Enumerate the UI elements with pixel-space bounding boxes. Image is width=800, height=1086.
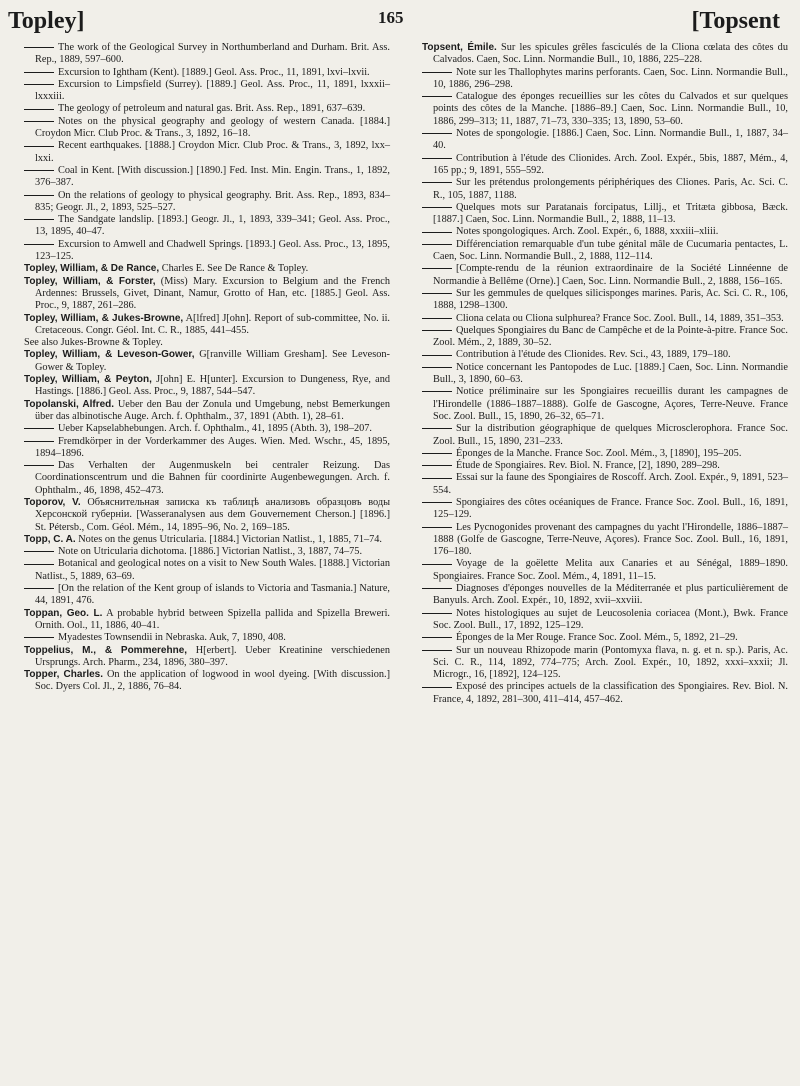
bibliography-entry: [422, 558, 788, 583]
bibliography-entry: [24, 399, 390, 424]
bibliography-entry: [422, 263, 788, 288]
entry-text: The work of the Geological Survey in Northumberland and Durham. Brit. Ass. Rep., 1889, 597–600.: [35, 42, 390, 66]
right-column: [422, 42, 788, 706]
entry-text: Différenciation remarquable d'un tube génital mâle de Cucumaria pentactes, L. Caen, Soc. Linn. Normandie Bull., 2, 1888, 112–114.: [433, 238, 788, 263]
entry-text: Excursion to Limpsfield (Surrey). [1889.] Geol. Ass. Proc., 11, 1891, lxxxii–lxxxiii.: [35, 78, 390, 103]
entry-author: Topley, William, & Leveson-Gower,: [24, 349, 195, 361]
entry-text: Notice concernant les Pantopodes de Luc. [1889.] Caen, Soc. Linn. Normandie Bull., 3, 1890, 60–63.: [433, 361, 788, 386]
ditto-rule: [24, 72, 54, 73]
entry-text: A probable hybrid between Spizella pallida and Spizella Breweri. Ornith. Ool., 11, 1886, 40–41.: [35, 607, 391, 631]
entry-text: Note sur les Thallophytes marins perforants. Caen, Soc. Linn. Normandie Bull., 10, 1886, 296–298.: [433, 66, 788, 90]
ditto-rule: [422, 391, 452, 392]
bibliography-entry: [24, 423, 390, 435]
entry-text: Charles E. See De Rance & Topley.: [161, 263, 309, 275]
entry-text: Sur les gemmules de quelques silicisponges marines. Paris, Ac. Sci. C. R., 106, 1888, 1298–1300.: [433, 287, 788, 312]
entry-text: [Compte-rendu de la réunion extraordinaire de la Société Linnéenne de Normandie à Bellême (Orne).] Caen, Soc. Linn. Normandie Bull., 2, 1888, 156–165.: [433, 263, 788, 287]
bibliography-entry: [422, 91, 788, 128]
ditto-rule: [24, 121, 54, 122]
ditto-rule: [24, 84, 54, 85]
entry-text: A[lfred] J[ohn]. Report of sub-committee, No. ii. Cretaceous. Congr. Géol. Int. C. R., 1885, 441–455.: [35, 312, 391, 336]
bibliography-entry: [422, 177, 788, 202]
entry-text: Étude de Spongiaires. Rev. Biol. N. France, [2], 1890, 289–298.: [456, 460, 720, 472]
ditto-rule: [422, 637, 452, 638]
bibliography-entry: [422, 42, 788, 67]
entry-text: J[ohn] E. H[unter]. Excursion to Dungeness, Rye, and Hastings. [1886.] Geol. Ass. Proc., 9, 1887, 544–547.: [35, 374, 391, 398]
entry-text: Excursion to Amwell and Chadwell Springs. [1893.] Geol. Ass. Proc., 13, 1895, 123–125.: [35, 238, 390, 263]
entry-text: Essai sur la faune des Spongiaires de Roscoff. Arch. Zool. Expér., 9, 1891, 523–554.: [433, 472, 788, 496]
bibliography-entry: [24, 190, 390, 215]
entry-author: Toporov, V.: [24, 496, 81, 508]
bibliography-entry: [24, 669, 390, 694]
entry-text: See also Jukes-Browne & Topley.: [24, 337, 163, 349]
entry-text: Diagnoses d'éponges nouvelles de la Méditerranée et plus particulièrement de Banyuls. Arch. Zool. Expér., 10, 1892, xvii–xxviii.: [433, 583, 788, 607]
ditto-rule: [422, 207, 452, 208]
ditto-rule: [422, 268, 452, 269]
bibliography-entry: [24, 497, 390, 534]
bibliography-entry: [422, 226, 788, 238]
bibliography-entry: [422, 681, 788, 706]
bibliography-entry: [422, 288, 788, 313]
entry-text: Spongiaires des côtes océaniques de France. France Soc. Zool. Bull., 16, 1891, 125–129.: [433, 496, 788, 521]
bibliography-entry: [422, 460, 788, 472]
ditto-rule: [422, 330, 452, 331]
bibliography-entry: [24, 165, 390, 190]
ditto-rule: [422, 72, 452, 73]
ditto-rule: [24, 441, 54, 442]
bibliography-entry: [422, 632, 788, 644]
bibliography-entry: [24, 608, 390, 633]
entry-text: Éponges de la Mer Rouge. France Soc. Zool. Mém., 5, 1892, 21–29.: [456, 632, 738, 644]
ditto-rule: [24, 47, 54, 48]
bibliography-entry: [422, 239, 788, 264]
ditto-rule: [422, 158, 452, 159]
ditto-rule: [24, 170, 54, 171]
bibliography-entry: [422, 472, 788, 497]
bibliography-entry: [422, 325, 788, 350]
bibliography-entry: [422, 128, 788, 153]
entry-text: Das Verhalten der Augenmuskeln bei centraler Reizung. Das Coordinationscentrum und die Bahnen für coordinirte Augenbewegungen. Arch. f. Ophthalm., 46, 1898, 452–473.: [35, 460, 390, 496]
ditto-rule: [422, 453, 452, 454]
entry-text: The Sandgate landslip. [1893.] Geogr. Jl., 1, 1893, 339–341; Geol. Ass. Proc., 13, 1895, 40–47.: [35, 214, 390, 238]
entry-text: Notice préliminaire sur les Spongiaires recueillis durant les campagnes de l'Hirondelle (1886–1887–1888). Golfe de Gascogne, Açores, Terre-Neuve. France Soc. Zool. Bull., 15, 1890, 26–32, 65–71.: [433, 386, 788, 422]
bibliography-entry: [24, 67, 390, 79]
entry-text: On the application of logwood in wool dyeing. [With discussion.] Soc. Dyers Col. Jl., 2, 1886, 76–84.: [35, 669, 390, 693]
bibliography-entry: [24, 583, 390, 608]
ditto-rule: [24, 146, 54, 147]
ditto-rule: [422, 367, 452, 368]
entry-text: On the relations of geology to physical geography. Brit. Ass. Rep., 1893, 834–835; Geogr. Jl., 2, 1893, 525–527.: [35, 189, 390, 213]
entry-author: Topley, William, & Jukes-Browne,: [24, 312, 184, 324]
entry-author: Toppan, Geo. L.: [24, 607, 103, 619]
bibliography-entry: [422, 313, 788, 325]
entry-text: Exposé des principes actuels de la classification des Spongiaires. Rev. Biol. N. France, 4, 1892, 281–300, 411–414, 457–462.: [433, 681, 788, 705]
entry-author: Topley, William, & De Rance,: [24, 263, 160, 275]
entry-text: (Miss) Mary. Excursion to Belgium and the French Ardennes: Brussels, Givet, Dinant, Namur, Grotto of Han, etc. [1885.] Geol. Ass. Proc., 9, 1887, 261–286.: [35, 275, 391, 312]
entry-text: H[erbert]. Ueber Kreatinine verschiedenen Ursprungs. Arch. Pharm., 234, 1896, 380–397.: [35, 644, 391, 668]
entry-text: Quelques mots sur Paratanais forcipatus, Lillj., et Tritæta gibbosa, Bæck. [1887.] Caen, Soc. Linn. Normandie Bull., 2, 1888, 11–13.: [433, 201, 788, 226]
entry-text: G[ranville William Gresham]. See Leveson-Gower & Topley.: [35, 349, 390, 373]
ditto-rule: [422, 650, 452, 651]
bibliography-entry: [24, 116, 390, 141]
entry-text: Sur les spicules grêles fasciculés de la Cliona cœlata des côtes du Calvados. Caen, Soc. Linn. Normandie Bull., 10, 1886, 225–228.: [433, 42, 788, 66]
bibliography-entry: [422, 153, 788, 178]
ditto-rule: [422, 478, 452, 479]
entry-author: Topley, William, & Peyton,: [24, 374, 152, 386]
bibliography-entry: [24, 42, 390, 67]
bibliography-entry: [24, 313, 390, 338]
entry-text: Notes de spongologie. [1886.] Caen, Soc. Linn. Normandie Bull., 1, 1887, 34–40.: [433, 128, 788, 152]
bibliography-entry: [24, 79, 390, 104]
bibliography-entry: [422, 522, 788, 559]
bibliography-entry: [422, 362, 788, 387]
bibliography-entry: [422, 349, 788, 361]
ditto-rule: [422, 293, 452, 294]
ditto-rule: [422, 564, 452, 565]
ditto-rule: [422, 527, 452, 528]
ditto-rule: [422, 244, 452, 245]
entry-author: Topp, C. A.: [24, 533, 76, 545]
bibliography-entry: [24, 349, 390, 374]
page-header: [0, 6, 800, 46]
entry-text: Botanical and geological notes on a visit to New South Wales. [1888.] Victorian Natlist., 5, 1889, 63–69.: [35, 558, 390, 582]
bibliography-entry: [24, 546, 390, 558]
bibliography-entry: [422, 67, 788, 92]
ditto-rule: [422, 428, 452, 429]
bibliography-entry: [24, 337, 390, 349]
entry-author: Topper, Charles.: [24, 669, 104, 681]
bibliography-entry: [24, 436, 390, 461]
bibliography-entry: [24, 632, 390, 644]
ditto-rule: [24, 588, 54, 589]
entry-text: Cliona celata ou Cliona sulphurea? France Soc. Zool. Bull., 14, 1889, 351–353.: [456, 312, 784, 324]
entry-text: Recent earthquakes. [1888.] Croydon Micr. Club Proc. & Trans., 3, 1892, lxx–lxxi.: [35, 140, 390, 164]
entry-text: Voyage de la goëlette Melita aux Canaries et au Sénégal, 1889–1890. Spongiaires. France Soc. Zool. Mém., 4, 1891, 11–15.: [433, 558, 788, 582]
bibliography-entry: [24, 645, 390, 670]
ditto-rule: [422, 588, 452, 589]
ditto-rule: [422, 318, 452, 319]
ditto-rule: [24, 428, 54, 429]
entry-author: Topley, William, & Forster,: [24, 275, 156, 287]
bibliography-entry: [422, 608, 788, 633]
bibliography-entry: [24, 239, 390, 264]
entry-text: Quelques Spongiaires du Banc de Campêche et de la Pointe-à-pitre. France Soc. Zool. Mém., 2, 1889, 30–52.: [433, 324, 788, 349]
bibliography-entry: [422, 497, 788, 522]
ditto-rule: [422, 232, 452, 233]
entry-text: Les Pycnogonides provenant des campagnes du yacht l'Hirondelle, 1886–1887–1888 (Golfe de Gascogne, Terre-Neuve, Açores). France Soc. Zool. Bull., 16, 1891, 176–180.: [433, 521, 788, 558]
entry-text: [On the relation of the Kent group of islands to Victoria and Tasmania.] Nature, 44, 1891, 476.: [35, 583, 390, 607]
bibliography-entry: [422, 386, 788, 423]
entry-text: Fremdkörper in der Vorderkammer des Auges. Wien. Med. Wschr., 45, 1895, 1894–1896.: [35, 435, 390, 459]
entry-text: Catalogue des éponges recueillies sur les côtes du Calvados et sur quelques points des côtes de la Manche. [1886–89.] Caen, Soc. Linn. Normandie Bull., 10, 1886, 299–313; 11, 1887, 71–73, 330–335; 13, 1890, 53–60.: [433, 91, 788, 127]
entry-text: Ueber den Bau der Zonula und Umgebung, nebst Bemerkungen über das albinotische Auge. Arch. f. Ophthalm., 37, 1891 (Abth. 1), 28–61.: [35, 398, 390, 422]
left-column: [24, 42, 390, 694]
bibliography-entry: [24, 558, 390, 583]
ditto-rule: [24, 564, 54, 565]
ditto-rule: [422, 182, 452, 183]
bibliography-entry: [24, 263, 390, 275]
ditto-rule: [24, 195, 54, 196]
entry-text: Notes histologiques au sujet de Leucosolenia coriacea (Mont.), Bwk. France Soc. Zool. Bull., 17, 1892, 125–129.: [433, 607, 788, 631]
bibliography-entry: [24, 460, 390, 497]
ditto-rule: [422, 502, 452, 503]
header-left-guide: Topley]: [8, 8, 85, 34]
ditto-rule: [24, 219, 54, 220]
entry-text: Notes on the genus Utricularia. [1884.] Victorian Natlist., 1, 1885, 71–74.: [78, 533, 382, 545]
entry-text: Coal in Kent. [With discussion.] [1890.] Fed. Inst. Min. Engin. Trans., 1, 1892, 376–387.: [35, 164, 390, 189]
header-right-guide: [Topsent: [691, 8, 780, 34]
entry-text: The geology of petroleum and natural gas. Brit. Ass. Rep., 1891, 637–639.: [58, 103, 366, 115]
bibliography-entry: [422, 202, 788, 227]
entry-text: Sur les prétendus prolongements périphériques des Cliones. Paris, Ac. Sci. C. R., 105, 1887, 1188.: [433, 177, 788, 201]
entry-text: Notes spongologiques. Arch. Zool. Expér., 6, 1888, xxxiii–xliii.: [456, 226, 719, 238]
ditto-rule: [422, 613, 452, 614]
ditto-rule: [422, 133, 452, 134]
bibliography-entry: [24, 374, 390, 399]
page-number: 165: [378, 8, 404, 27]
bibliography-entry: [422, 448, 788, 460]
bibliography-entry: [24, 276, 390, 313]
ditto-rule: [24, 244, 54, 245]
entry-text: Sur la distribution géographique de quelques Microsclerophora. France Soc. Zool. Bull., 15, 1890, 231–233.: [433, 423, 788, 447]
ditto-rule: [24, 109, 54, 110]
entry-author: Topolanski, Alfred.: [24, 398, 115, 410]
entry-author: Toppelius, M., & Pommerehne,: [24, 644, 188, 656]
ditto-rule: [422, 687, 452, 688]
ditto-rule: [422, 96, 452, 97]
entry-text: Contribution à l'étude des Clionides. Arch. Zool. Expér., 5bis, 1887, Mém., 4, 165 pp.; 9, 1891, 555–592.: [433, 152, 788, 176]
bibliography-entry: [24, 140, 390, 165]
entry-text: Myadestes Townsendii in Nebraska. Auk, 7, 1890, 408.: [58, 632, 286, 644]
bibliography-entry: [422, 583, 788, 608]
entry-text: Sur un nouveau Rhizopode marin (Pontomyxa flava, n. g. et n. sp.). Paris, Ac. Sci. C. R., 114, 1892, 774–775; Arch. Zool. Expér., 10, 1892, xxxi–xxxii; Jl. Microgr., 16, [1892], 124–125.: [433, 644, 788, 681]
bibliography-entry: [422, 645, 788, 682]
entry-text: Notes on the physical geography and geology of western Canada. [1884.] Croydon Micr. Club Proc. & Trans., 3, 1892, 16–18.: [35, 115, 390, 140]
bibliography-entry: [422, 423, 788, 448]
ditto-rule: [422, 465, 452, 466]
bibliography-entry: [24, 534, 390, 546]
entry-text: Excursion to Ightham (Kent). [1889.] Geol. Ass. Proc., 11, 1891, lxvi–lxvii.: [58, 66, 370, 78]
entry-text: Éponges de la Manche. France Soc. Zool. Mém., 3, [1890], 195–205.: [456, 447, 742, 459]
bibliography-entry: [24, 103, 390, 115]
bibliography-entry: [24, 214, 390, 239]
ditto-rule: [24, 465, 54, 466]
ditto-rule: [422, 355, 452, 356]
entry-text: Contribution à l'étude des Clionides. Rev. Sci., 43, 1889, 179–180.: [456, 349, 731, 361]
entry-text: Ueber Kapselabhebungen. Arch. f. Ophthalm., 41, 1895 (Abth. 3), 198–207.: [58, 423, 372, 435]
entry-text: Объяснительная записка къ таблицѣ анализовъ образцовъ воды Херсонской губерніи. [Wasseranalysen aus dem Gouvernement Cherson.] [1896.] St. Pétersb., Com. Géol. Mém., 14, 1895–96, No. 2, 169–185.: [35, 496, 390, 533]
ditto-rule: [24, 637, 54, 638]
entry-author: Topsent, Émile.: [422, 42, 497, 53]
ditto-rule: [24, 551, 54, 552]
entry-text: Note on Utricularia dichotoma. [1886.] Victorian Natlist., 3, 1887, 74–75.: [58, 546, 363, 558]
